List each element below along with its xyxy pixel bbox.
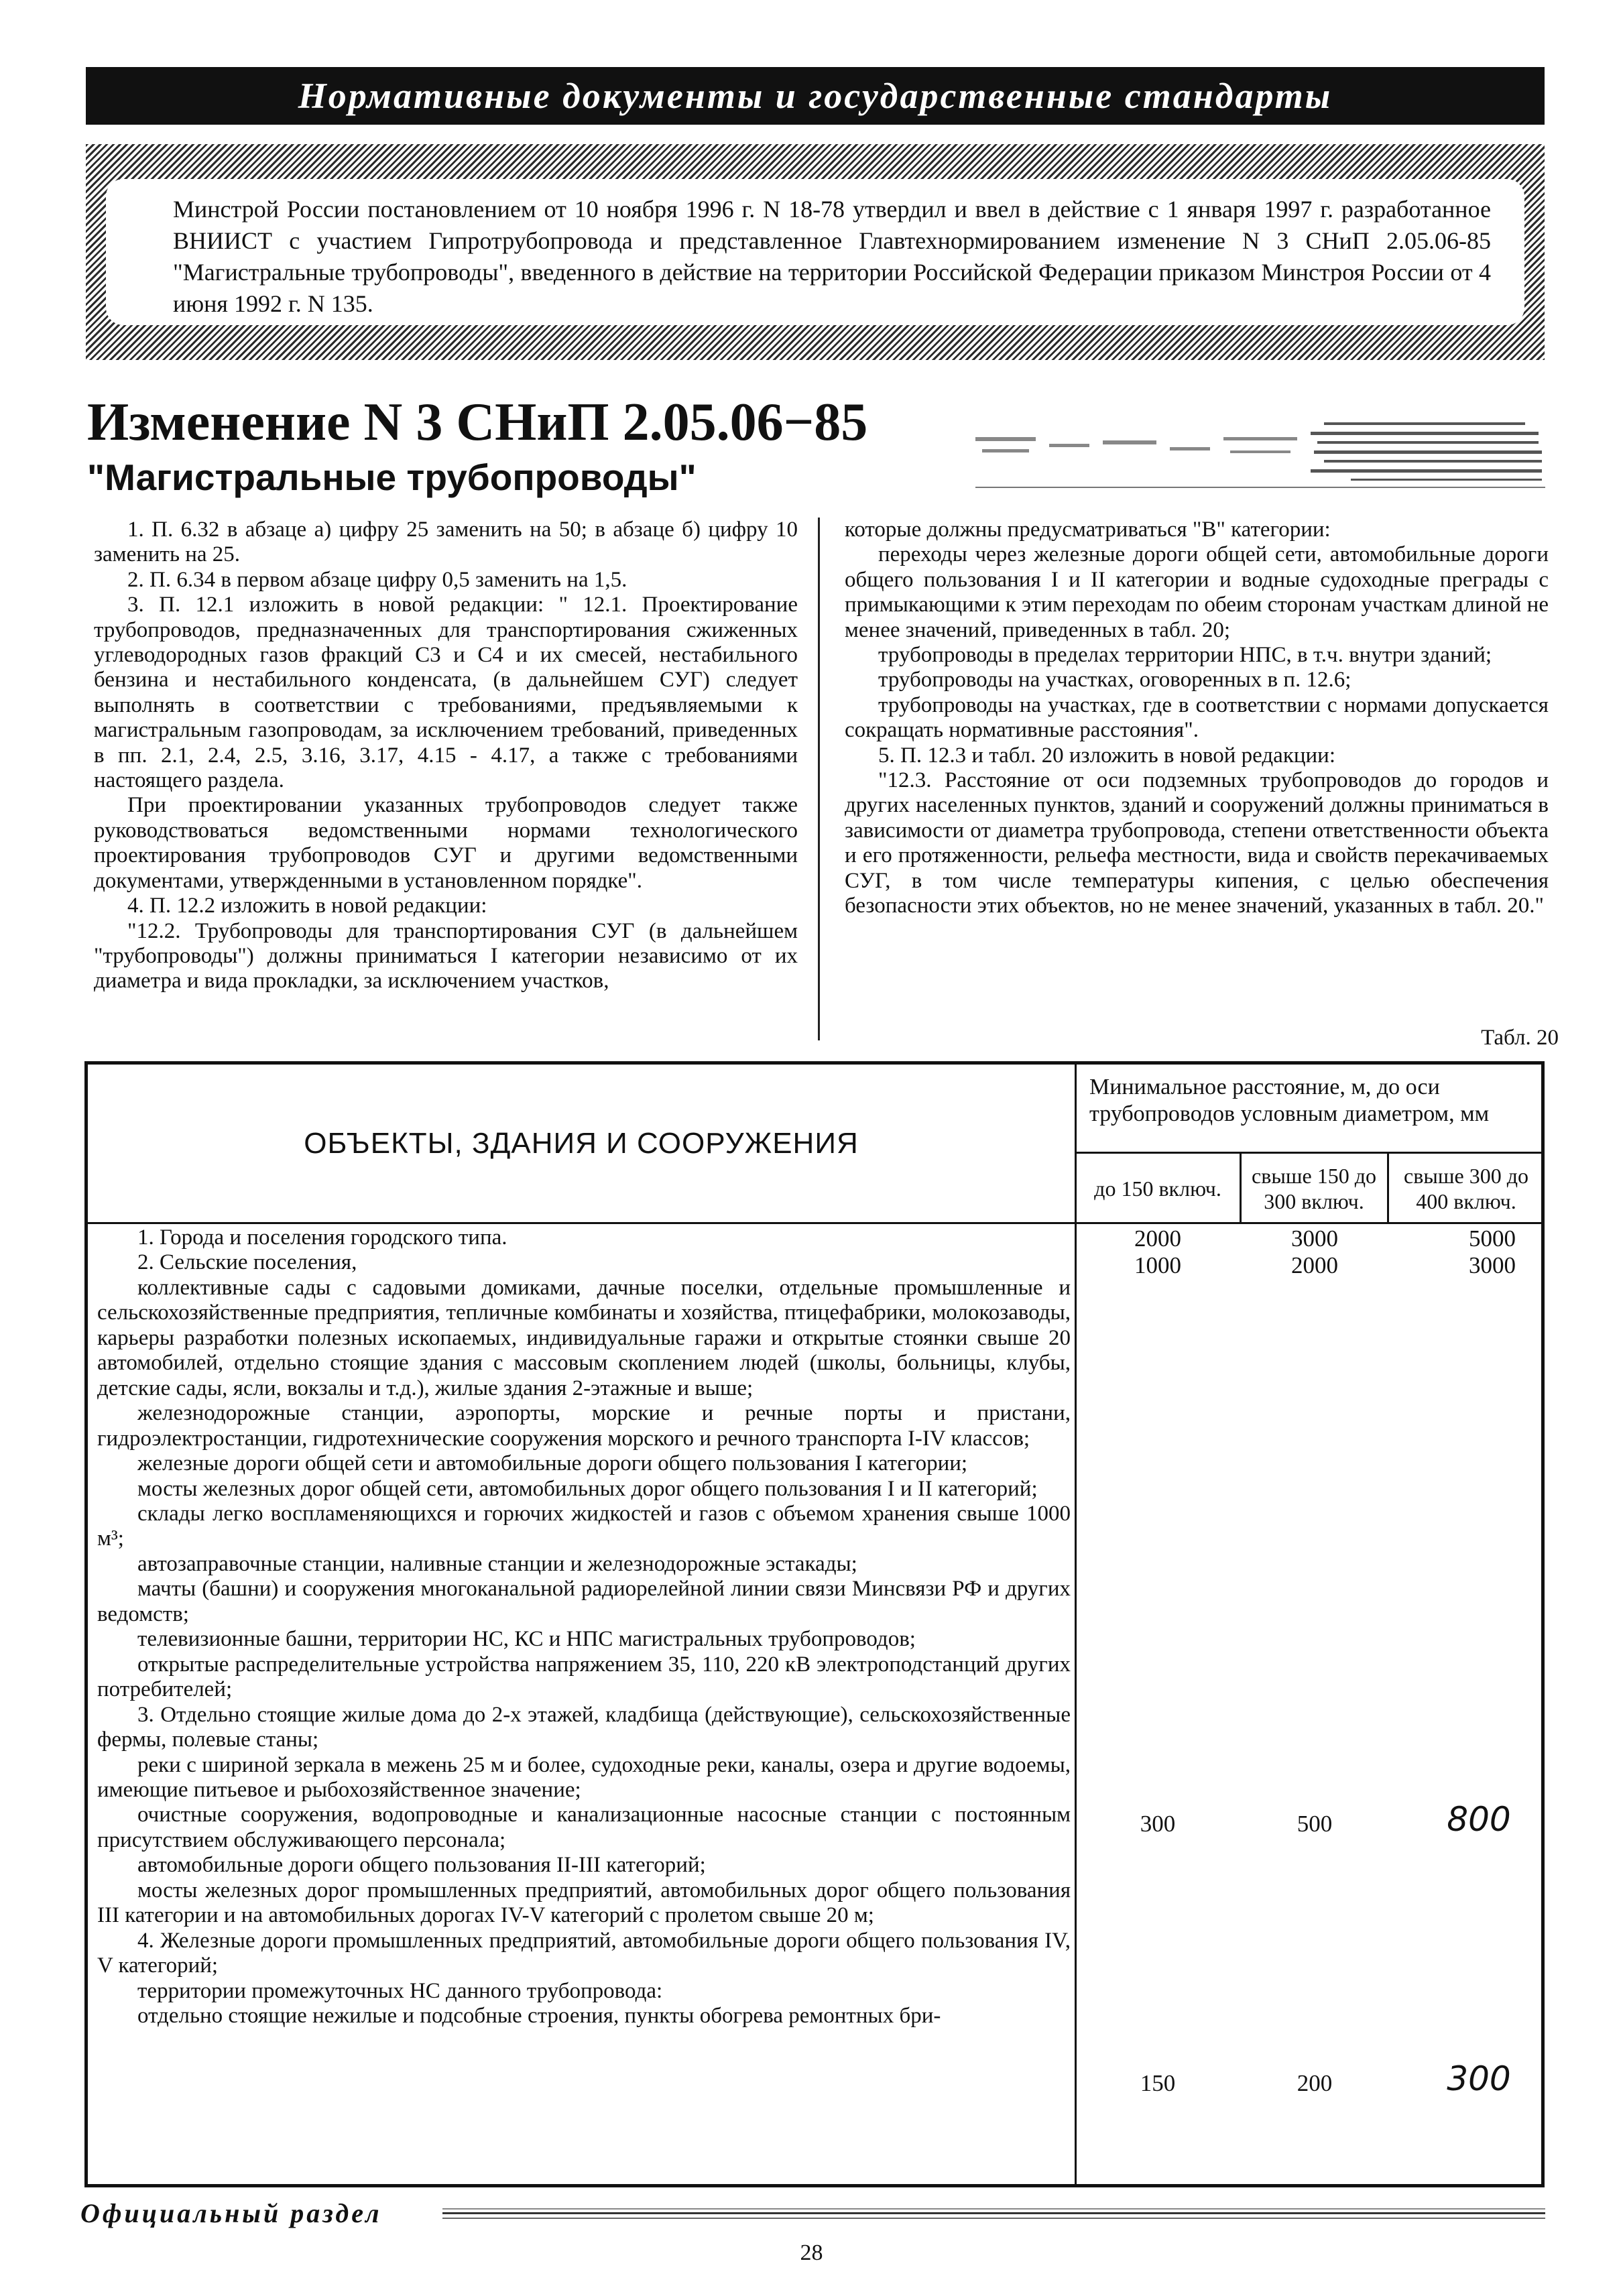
- paragraph: При проектировании указанных трубопроводов следует также руководствоваться ведомственными нормами технологического проектирования трубопроводов СУГ и другими ведомственными документами, утвержденными в установленном порядке".: [94, 793, 798, 893]
- value-cell: 2000: [1291, 1252, 1338, 1278]
- table-row-text: мосты железных дорог промышленных предприятий, автомобильных дорог общего пользования III категории и на автомобильных дорогах IV-V категорий с пролетом свыше 20 м;: [97, 1878, 1071, 1928]
- footer-rule-graphic: [442, 2206, 1545, 2222]
- handwritten-value: 800: [1447, 1800, 1511, 1839]
- table-row-text: очистные сооружения, водопроводные и канализационные насосные станции с постоянным присутствием обслуживающего персонала;: [97, 1803, 1071, 1852]
- distance-table: [84, 1061, 1545, 2187]
- footer-section-title: Официальный раздел: [80, 2198, 382, 2228]
- objects-list: [97, 1225, 1071, 2029]
- table-row-text: мачты (башни) и сооружения многоканальной радиорелейной линии связи Минсвязи РФ и других ведомств;: [97, 1577, 1071, 1626]
- print-smudge-graphic: [975, 417, 1545, 491]
- table-caption: Табл. 20: [1481, 1026, 1559, 1050]
- right-column: [845, 518, 1549, 919]
- value-cell: 3000: [1291, 1225, 1338, 1252]
- value-cell: 200: [1297, 2070, 1333, 2096]
- table-row-text: автозаправочные станции, наливные станции и железнодорожные эстакады;: [137, 1551, 857, 1576]
- table-row-text: коллективные сады с садовыми домиками, дачные поселки, отдельные промышленные и сельскохозяйственные предприятия, тепличные комбинаты и хозяйства, птицефабрики, молокозаводы, карьеры разработки полезных ископаемых, индивидуальные гаражи и открытые стоянки свыше 20 автомобилей, отдельно стоящие здания с массовым скоплением людей (школы, больницы, клубы, детские сады, ясли, вокзалы и т.д.), жилые здания 2-этажные и выше;: [97, 1275, 1071, 1400]
- paragraph: трубопроводы в пределах территории НПС, в т.ч. внутри зданий;: [878, 643, 1492, 668]
- paragraph: 4. П. 12.2 изложить в новой редакции:: [127, 894, 487, 918]
- subheader-300-400: свыше 300 до 400 включ.: [1404, 1164, 1528, 1213]
- table-row-text: 3. Отдельно стоящие жилые дома до 2-х этажей, кладбища (действующие), сельскохозяйственные фермы, полевые станы;: [97, 1702, 1071, 1752]
- value-cell: 1000: [1134, 1252, 1181, 1278]
- table-row-text: реки с шириной зеркала в межень 25 м и более, судоходные реки, каналы, озера и другие водоемы, имеющие питьевое и рыбохозяйственное значение;: [97, 1752, 1071, 1802]
- value-cell: 150: [1140, 2070, 1176, 2096]
- paragraph: "12.2. Трубопроводы для транспортирования СУГ (в дальнейшем "трубопроводы") должны приниматься I категории независимо от их диаметра и вида прокладки, за исключением участков,: [94, 918, 798, 993]
- table-divider: [1240, 1152, 1242, 1222]
- table-row-text: 1. Города и поселения городского типа.: [137, 1225, 507, 1250]
- header-bar: [86, 67, 1545, 125]
- table-row-text: мосты железных дорог общей сети, автомобильных дорог общего пользования I и II категорий;: [137, 1476, 1038, 1501]
- paragraph: которые должны предусматриваться "В" категории:: [845, 518, 1331, 542]
- paragraph: 2. П. 6.34 в первом абзаце цифру 0,5 заменить на 1,5.: [127, 567, 627, 592]
- table-row-text: отдельно стоящие нежилые и подсобные строения, пункты обогрева ремонтных бри-: [137, 2004, 941, 2029]
- document-subtitle: "Магистральные трубопроводы": [87, 457, 697, 498]
- table-divider: [1075, 1065, 1077, 2184]
- header-title: Нормативные документы и государственные стандарты: [298, 76, 1333, 116]
- value-cell: 2000: [1134, 1225, 1181, 1252]
- header-min-distance: Минимальное расстояние, м, до оси трубопроводов условным диаметром, мм: [1089, 1075, 1490, 1126]
- table-divider: [1387, 1152, 1389, 1222]
- table-row-text: железнодорожные станции, аэропорты, морские и речные порты и пристани, гидроэлектростанции, гидротехнические сооружения морского и речного транспорта I-IV классов;: [97, 1401, 1071, 1451]
- notice-text: Минстрой России постановлением от 10 ноября 1996 г. N 18-78 утвердил и ввел в действие с 1 января 1997 г. разработанное ВНИИСТ с участием Гипротрубопровода и представленное Главтехнормированием изменение N 3 СНиП 2.05.06-85 "Магистральные трубопроводы", введенного в действие на территории Российской Федерации приказом Минстроя России от 4 июня 1992 г. N 135.: [173, 196, 1491, 317]
- handwritten-value: 300: [1447, 2059, 1511, 2098]
- column-divider: [818, 518, 820, 1040]
- value-cell: 5000: [1469, 1225, 1516, 1252]
- notice-box: [106, 179, 1524, 325]
- paragraph: переходы через железные дороги общей сети, автомобильные дороги общего пользования I и II категории и водные судоходные преграды с примыкающими к этим переходам по обеим сторонам участкам длиной не менее значений, приведенных в табл. 20;: [845, 542, 1549, 642]
- document-title: Изменение N 3 СНиП 2.05.06−85: [87, 393, 868, 452]
- subheader-150-300: свыше 150 до 300 включ.: [1252, 1164, 1376, 1213]
- subheader-up-to-150: до 150 включ.: [1094, 1176, 1221, 1201]
- table-row-text: железные дороги общей сети и автомобильные дороги общего пользования I категории;: [137, 1451, 968, 1476]
- left-column: [94, 518, 798, 994]
- page-number: 28: [800, 2240, 823, 2265]
- table-row-text: автомобильные дороги общего пользования II-III категорий;: [137, 1853, 706, 1878]
- value-cell: 3000: [1469, 1252, 1516, 1278]
- paragraph: трубопроводы на участках, где в соответствии с нормами допускается сокращать нормативные расстояния".: [845, 692, 1549, 743]
- paragraph: 1. П. 6.32 в абзаце а) цифру 25 заменить на 50; в абзаце б) цифру 10 заменить на 25.: [94, 518, 798, 567]
- table-row-text: телевизионные башни, территории НС, КС и НПС магистральных трубопроводов;: [137, 1627, 916, 1652]
- table-row-text: территории промежуточных НС данного трубопровода:: [137, 1978, 663, 2003]
- header-objects: ОБЪЕКТЫ, ЗДАНИЯ И СООРУЖЕНИЯ: [304, 1126, 859, 1160]
- paragraph: трубопроводы на участках, оговоренных в п. 12.6;: [878, 668, 1351, 692]
- notice-frame: [86, 144, 1545, 360]
- value-cell: 500: [1297, 1811, 1333, 1837]
- paragraph: 3. П. 12.1 изложить в новой редакции: " 12.1. Проектирование трубопроводов, предназначенных для транспортирования сжиженных углеводородных газов фракций С3 и С4 и их смесей, нестабильного бензина и нестабильного конденсата, (в дальнейшем СУГ) следует выполнять в соответствии с требованиями, предъявляемыми к магистральным газопроводам, за исключением требований, приведенных в пп. 2.1, 2.4, 2.5, 3.16, 3.17, 4.15 - 4.17, а также с требованиями настоящего раздела.: [94, 593, 798, 793]
- table-row-text: 2. Сельские поселения,: [137, 1250, 357, 1275]
- table-divider: [1075, 1152, 1544, 1154]
- table-divider: [88, 1222, 1544, 1224]
- paragraph: 5. П. 12.3 и табл. 20 изложить в новой редакции:: [878, 743, 1336, 768]
- paragraph: "12.3. Расстояние от оси подземных трубопроводов до городов и других населенных пунктов, зданий и сооружений должны приниматься в зависимости от диаметра трубопровода, степени ответственности объекта и его протяженности, рельефа местности, вида и свойств перекачиваемых СУГ, в том числе температуры кипения, с целью обеспечения безопасности этих объектов, но не менее значений, указанных в табл. 20.": [845, 768, 1549, 918]
- table-row-text: открытые распределительные устройства напряжением 35, 110, 220 кВ электроподстанций других потребителей;: [97, 1652, 1071, 1702]
- table-row-text: 4. Железные дороги промышленных предприятий, автомобильные дороги общего пользования IV, V категорий;: [97, 1928, 1071, 1978]
- table-row-text: склады легко воспламеняющихся и горючих жидкостей и газов с объемом хранения свыше 1000 м³;: [97, 1501, 1071, 1551]
- value-cell: 300: [1140, 1811, 1176, 1837]
